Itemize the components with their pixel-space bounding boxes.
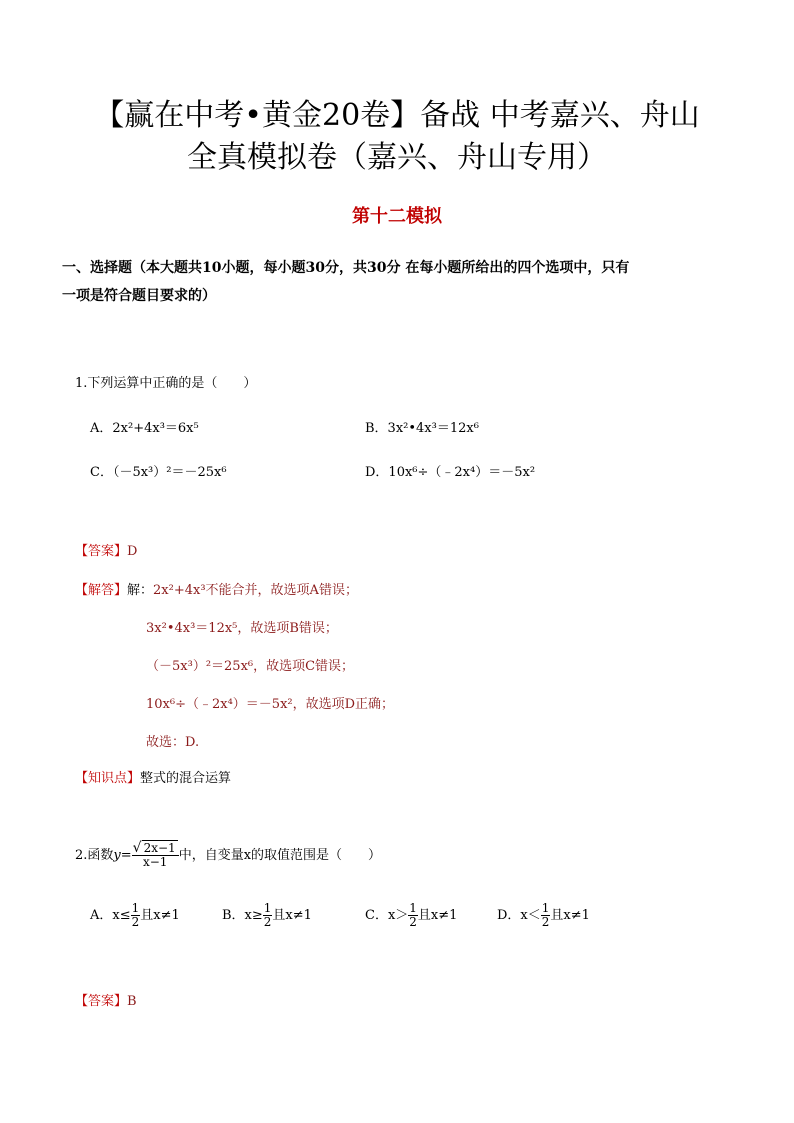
frac-den: 2 — [541, 915, 550, 929]
function-fraction — [132, 842, 179, 869]
one-half-fraction — [541, 902, 551, 929]
section-heading-line-2: 一项是符合题目要求的） — [62, 288, 216, 304]
subtitle: 第十二模拟 — [352, 206, 442, 227]
option-d-prefix: D．x＜ — [497, 908, 541, 923]
solution-line-4: 10x⁶÷（﹣2x⁴）＝－5x²，故选项D正确； — [146, 697, 395, 712]
frac-num: 1 — [541, 901, 550, 915]
option-a-suffix: 且x≠1 — [140, 908, 180, 923]
question-2-option-b — [222, 902, 312, 929]
denominator: x−1 — [142, 855, 168, 869]
solution-line-3: （－5x³）²＝25x⁶，故选项C错误； — [146, 659, 355, 674]
solution-prefix: 解： — [127, 583, 154, 598]
question-1-option-d: D．10x⁶÷（﹣2x⁴）＝－5x² — [365, 465, 536, 480]
option-b-suffix: 且x≠1 — [272, 908, 312, 923]
question-2-option-d — [497, 902, 590, 929]
question-1-option-a: A．2x²+4x³＝6x⁵ — [90, 421, 199, 436]
answer-tag: 【答案】 — [75, 994, 128, 1009]
question-2-option-a — [90, 902, 180, 929]
question-1-option-b: B．3x²•4x³＝12x⁶ — [365, 421, 479, 436]
solution-line-5: 故选：D. — [146, 735, 200, 750]
option-c-prefix: C．x＞ — [365, 908, 409, 923]
answer-value: B — [127, 994, 137, 1009]
question-2-stem-prefix: 2.函数 — [75, 848, 114, 863]
option-a-prefix: A．x≤ — [90, 908, 131, 923]
question-1-answer — [75, 540, 137, 559]
knowledge-value: 整式的混合运算 — [140, 771, 232, 786]
frac-num: 1 — [409, 901, 417, 915]
one-half-fraction — [131, 902, 141, 929]
question-2-stem — [75, 842, 381, 869]
frac-den: 2 — [409, 915, 417, 929]
frac-den: 2 — [131, 915, 140, 929]
question-2-stem-suffix: 中，自变量x的取值范围是（ ） — [178, 848, 382, 863]
one-half-fraction — [263, 902, 273, 929]
option-b-prefix: B．x≥ — [222, 908, 263, 923]
frac-den: 2 — [263, 915, 272, 929]
frac-num: 1 — [131, 901, 140, 915]
question-1-solution — [75, 579, 358, 598]
title-line-1: 【赢在中考•黄金20卷】备战 中考嘉兴、舟山 — [94, 98, 700, 133]
one-half-fraction — [408, 902, 418, 929]
solution-tag: 【解答】 — [75, 583, 128, 598]
option-d-suffix: 且x≠1 — [550, 908, 590, 923]
equals-sign: = — [120, 848, 132, 863]
radical-sign: √ — [132, 840, 142, 856]
question-1-option-c: C．（－5x³）²＝－25x⁶ — [90, 465, 227, 480]
option-c-suffix: 且x≠1 — [417, 908, 458, 923]
knowledge-tag: 【知识点】 — [75, 771, 141, 786]
section-heading-line-1: 一、选择题（本大题共10小题，每小题30分，共30分 在每小题所给出的四个选项中，只有 — [62, 260, 630, 276]
question-1-stem: 1.下列运算中正确的是（ ） — [75, 376, 257, 391]
question-2-option-c — [365, 902, 457, 929]
title-line-2: 全真模拟卷（嘉兴、舟山专用） — [187, 140, 607, 175]
solution-line-1: 2x²+4x³不能合并，故选项A错误； — [153, 583, 358, 598]
frac-num: 1 — [263, 901, 272, 915]
question-1-knowledge — [75, 767, 231, 786]
numerator: 2x−1 — [143, 841, 176, 855]
answer-value: D — [127, 544, 138, 559]
answer-tag: 【答案】 — [75, 544, 128, 559]
question-2-answer — [75, 990, 137, 1009]
solution-line-2: 3x²•4x³＝12x⁵，故选项B错误； — [146, 621, 338, 636]
function-y: y — [113, 848, 121, 863]
